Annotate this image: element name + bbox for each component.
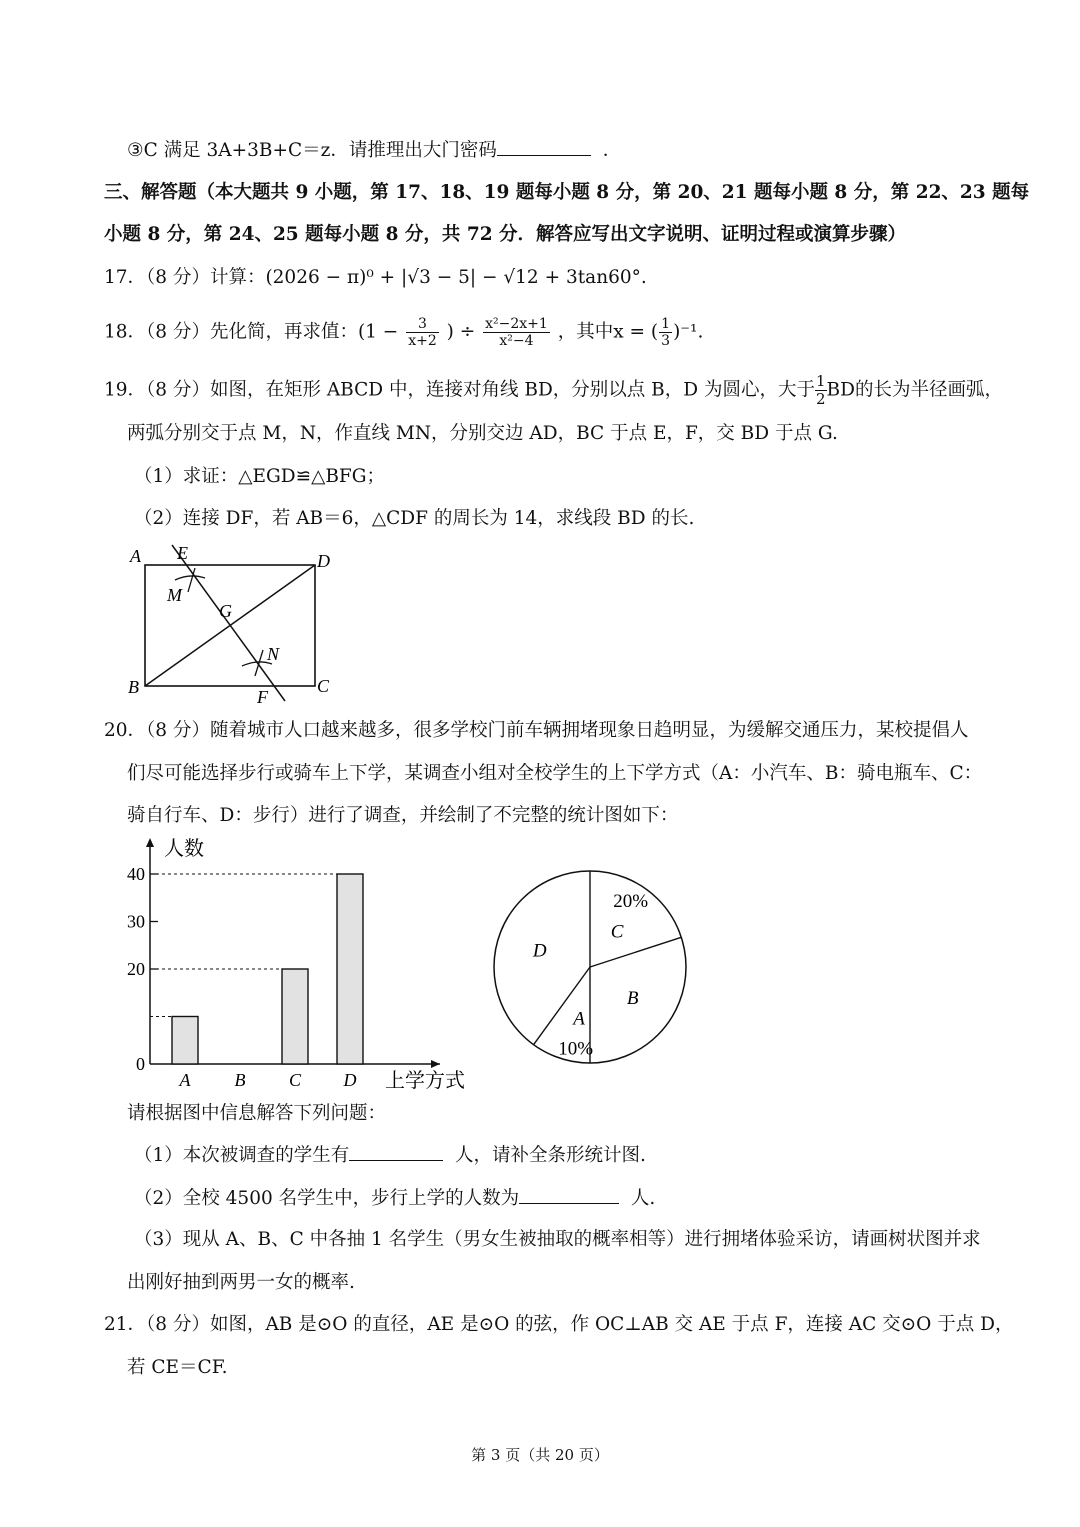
slice-percent-A: 10% — [558, 1038, 594, 1060]
x-tick-label: A — [179, 1070, 191, 1090]
q20-sub2: （2）全校 4500 名学生中，步行上学的人数为 人. — [134, 1185, 655, 1212]
answer-blank[interactable] — [349, 1142, 443, 1161]
q20-prompt: 请根据图中信息解答下列问题： — [127, 1103, 387, 1124]
label-F: F — [257, 687, 268, 707]
x-tick-label: C — [288, 1070, 302, 1090]
q19-line2: 两弧分别交于点 M，N，作直线 MN，分别交边 AD，BC 于点 E，F，交 BD 于点 G. — [127, 423, 838, 444]
slice-label-A: A — [573, 1008, 585, 1030]
label-C: C — [317, 676, 330, 696]
y-axis-label: 人数 — [164, 838, 204, 860]
bar-D — [337, 874, 363, 1064]
bar-C — [282, 969, 308, 1064]
q20-line3: 骑自行车、D：步行）进行了调查，并绘制了不完整的统计图如下： — [127, 805, 679, 826]
section-heading-line1: 三、解答题（本大题共 9 小题，第 17、18、19 题每小题 8 分，第 20、21 题每小题 8 分，第 22、23 题每 — [104, 182, 1030, 203]
answer-blank[interactable] — [497, 137, 591, 156]
q20-line1: 20．（8 分）随着城市人口越来越多，很多学校门前车辆拥堵现象日趋明显，为缓解交通压力，某校提倡人 — [104, 720, 969, 741]
y-tick-label: 20 — [127, 959, 145, 979]
y-axis-arrow — [146, 838, 154, 847]
label-E: E — [177, 543, 188, 563]
x-axis-arrow — [431, 1060, 440, 1068]
q21-line2: 若 CE＝CF. — [127, 1357, 228, 1378]
label-D: D — [317, 551, 330, 571]
answer-blank[interactable] — [519, 1185, 619, 1204]
q20-sub3-line1: （3）现从 A、B、C 中各抽 1 名学生（男女生被抽取的概率相等）进行拥堵体验采访，请画树状图并求 — [134, 1229, 981, 1250]
bar-chart — [110, 830, 490, 1095]
q21-line1: 21．（8 分）如图，AB 是⊙O 的直径，AE 是⊙O 的弦，作 OC⊥AB 交 AE 于点 F，连接 AC 交⊙O 于点 D， — [104, 1314, 1014, 1335]
q19-sub1: （1）求证：△EGD≌△BFG； — [134, 466, 386, 487]
x-tick-label: B — [234, 1070, 246, 1090]
x-tick-label: D — [343, 1070, 357, 1090]
x-axis-label: 上学方式 — [385, 1070, 465, 1092]
circled-number: ③ — [127, 140, 144, 161]
q20-sub1: （1）本次被调查的学生有 人，请补全条形统计图. — [134, 1142, 646, 1169]
y-tick-label: 30 — [127, 911, 145, 932]
section-heading-line2: 小题 8 分，第 24、25 题每小题 8 分，共 72 分．解答应写出文字说明、证明过程或演算步骤） — [104, 224, 907, 245]
slice-label-C: C — [610, 921, 624, 943]
q19-line1: 19．（8 分）如图，在矩形 ABCD 中，连接对角线 BD，分别以点 B，D 为圆心，大于 $\frac{1}{2}$ BD的长为半径画弧， — [104, 372, 1003, 408]
label-M: M — [167, 585, 182, 605]
slice-percent-C: 20% — [613, 891, 649, 913]
y-tick-label: 0 — [136, 1054, 145, 1074]
slice-label-D: D — [532, 940, 547, 962]
bar-A — [172, 1017, 198, 1065]
label-B: B — [128, 677, 139, 697]
q20-sub3-line2: 出刚好抽到两男一女的概率. — [127, 1272, 355, 1293]
rectangle-figure — [120, 538, 350, 710]
q19-sub2: （2）连接 DF，若 AB＝6，△CDF 的周长为 14，求线段 BD 的长. — [134, 508, 695, 529]
page-footer: 第 3 页（共 20 页） — [471, 1446, 609, 1464]
q17: 17．（8 分）计算：(2026 − π)⁰ + |√3 − 5| − √12 + 3tan60°. — [104, 267, 647, 288]
top-line: ③C 满足 3A+3B+C＝z．请推理出大门密码 ． — [127, 137, 621, 164]
q18: 18．（8 分）先化简，再求值：(1 − $\frac{3}{x+2}$ ) ÷ $\frac{\text{x²−2x+1}}{\text{x²−4}}$ ，其中x = ( $\frac{1}{3}$ )⁻¹. — [104, 316, 704, 349]
q20-line2: 们尽可能选择步行或骑车上下学，某调查小组对全校学生的上下学方式（A：小汽车、B：骑电瓶车、C： — [127, 763, 983, 784]
y-tick-label: 40 — [127, 864, 145, 884]
label-G: G — [219, 601, 232, 621]
label-N: N — [267, 644, 280, 664]
pie-chart — [485, 862, 695, 1072]
label-A: A — [130, 546, 141, 566]
slice-label-B: B — [626, 988, 639, 1010]
